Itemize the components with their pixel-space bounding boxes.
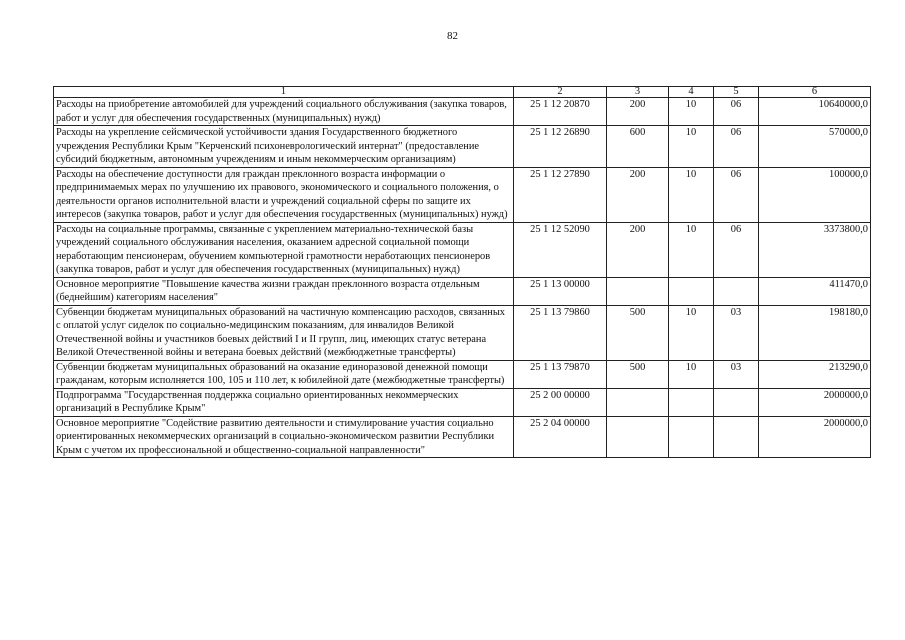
row-col4: 10: [669, 126, 714, 168]
row-amount: 100000,0: [759, 167, 871, 222]
table-row: [54, 126, 871, 168]
row-code: 25 1 13 79870: [514, 360, 607, 388]
row-col5: [714, 416, 759, 458]
row-col4: 10: [669, 222, 714, 277]
row-col3: 200: [607, 167, 669, 222]
row-col5: 06: [714, 98, 759, 126]
table-row: [54, 277, 871, 305]
row-name: Расходы на укрепление сейсмической устойчивости здания Государственного бюджетного учреждения Республики Крым "Керченский психоневрологический интернат" (предоставление субсидий бюджетным, автономным учреждениям и иным некоммерческим организациям): [54, 126, 514, 168]
table-row: [54, 416, 871, 458]
row-amount: 2000000,0: [759, 416, 871, 458]
row-name: Основное мероприятие "Содействие развитию деятельности и стимулирование участия социально ориентированных некоммерческих организаций в социально-экономическом развитии Республики Крым с учетом их профессиональной и общественно-социальной направленности": [54, 416, 514, 458]
row-name: Расходы на приобретение автомобилей для учреждений социального обслуживания (закупка товаров, работ и услуг для обеспечения государственных (муниципальных) нужд): [54, 98, 514, 126]
header-col-4: 4: [669, 87, 714, 98]
row-col5: 03: [714, 360, 759, 388]
row-amount: 213290,0: [759, 360, 871, 388]
row-col5: 06: [714, 167, 759, 222]
row-col4: [669, 277, 714, 305]
row-col5: 06: [714, 222, 759, 277]
row-col3: 500: [607, 305, 669, 360]
budget-table: [53, 86, 871, 458]
row-amount: 2000000,0: [759, 388, 871, 416]
row-col5: 06: [714, 126, 759, 168]
row-col3: [607, 277, 669, 305]
row-name: Расходы на обеспечение доступности для граждан преклонного возраста информации о предпринимаемых мерах по улучшению их правового, экономического и социального положения, о деятельности органов исполнительной власти и учреждений социальной сферы по защите их интересов (закупка товаров, работ и услуг для обеспечения государственных (муниципальных) нужд): [54, 167, 514, 222]
row-code: 25 1 13 79860: [514, 305, 607, 360]
row-amount: 570000,0: [759, 126, 871, 168]
row-name: Подпрограмма "Государственная поддержка социально ориентированных некоммерческих организаций в Республике Крым": [54, 388, 514, 416]
header-col-6: 6: [759, 87, 871, 98]
table-header-row: [54, 87, 871, 98]
page-number: 82: [447, 30, 458, 42]
row-name: Субвенции бюджетам муниципальных образований на оказание единоразовой денежной помощи гражданам, которым исполняется 100, 105 и 110 лет, к юбилейной дате (межбюджетные трансферты): [54, 360, 514, 388]
row-col4: 10: [669, 360, 714, 388]
row-col5: [714, 277, 759, 305]
row-col4: 10: [669, 167, 714, 222]
header-col-1: 1: [54, 87, 514, 98]
row-code: 25 1 12 27890: [514, 167, 607, 222]
row-col3: 200: [607, 98, 669, 126]
row-code: 25 1 12 26890: [514, 126, 607, 168]
header-col-2: 2: [514, 87, 607, 98]
row-col3: 500: [607, 360, 669, 388]
table-row: [54, 305, 871, 360]
row-col5: 03: [714, 305, 759, 360]
table-row: [54, 98, 871, 126]
header-col-3: 3: [607, 87, 669, 98]
row-col4: [669, 416, 714, 458]
row-col3: 600: [607, 126, 669, 168]
row-code: 25 2 00 00000: [514, 388, 607, 416]
row-amount: 10640000,0: [759, 98, 871, 126]
table-row: [54, 222, 871, 277]
table-row: [54, 360, 871, 388]
row-name: Основное мероприятие "Повышение качества жизни граждан преклонного возраста отдельным (беднейшим) категориям населения": [54, 277, 514, 305]
table-row: [54, 388, 871, 416]
row-name: Субвенции бюджетам муниципальных образований на частичную компенсацию расходов, связанных с оплатой услуг сиделок по социально-медицинским показаниям, для инвалидов Великой Отечественной войны и участников боевых действий I и II групп, лиц, имеющих статус ветерана Великой Отечественной войны и ветерана боевых действий (межбюджетные трансферты): [54, 305, 514, 360]
row-amount: 198180,0: [759, 305, 871, 360]
row-col4: 10: [669, 305, 714, 360]
table-row: [54, 167, 871, 222]
header-col-5: 5: [714, 87, 759, 98]
row-col4: [669, 388, 714, 416]
row-code: 25 1 12 52090: [514, 222, 607, 277]
row-col4: 10: [669, 98, 714, 126]
row-amount: 411470,0: [759, 277, 871, 305]
row-amount: 3373800,0: [759, 222, 871, 277]
row-col3: [607, 388, 669, 416]
row-code: 25 1 12 20870: [514, 98, 607, 126]
row-col5: [714, 388, 759, 416]
row-name: Расходы на социальные программы, связанные с укреплением материально-технической базы учреждений социального обслуживания населения, оказанием адресной социальной помощи неработающим пенсионерам, обучением компьютерной грамотности неработающих пенсионеров (закупка товаров, работ и услуг для обеспечения государственных (муниципальных) нужд): [54, 222, 514, 277]
row-col3: 200: [607, 222, 669, 277]
row-code: 25 1 13 00000: [514, 277, 607, 305]
row-code: 25 2 04 00000: [514, 416, 607, 458]
row-col3: [607, 416, 669, 458]
